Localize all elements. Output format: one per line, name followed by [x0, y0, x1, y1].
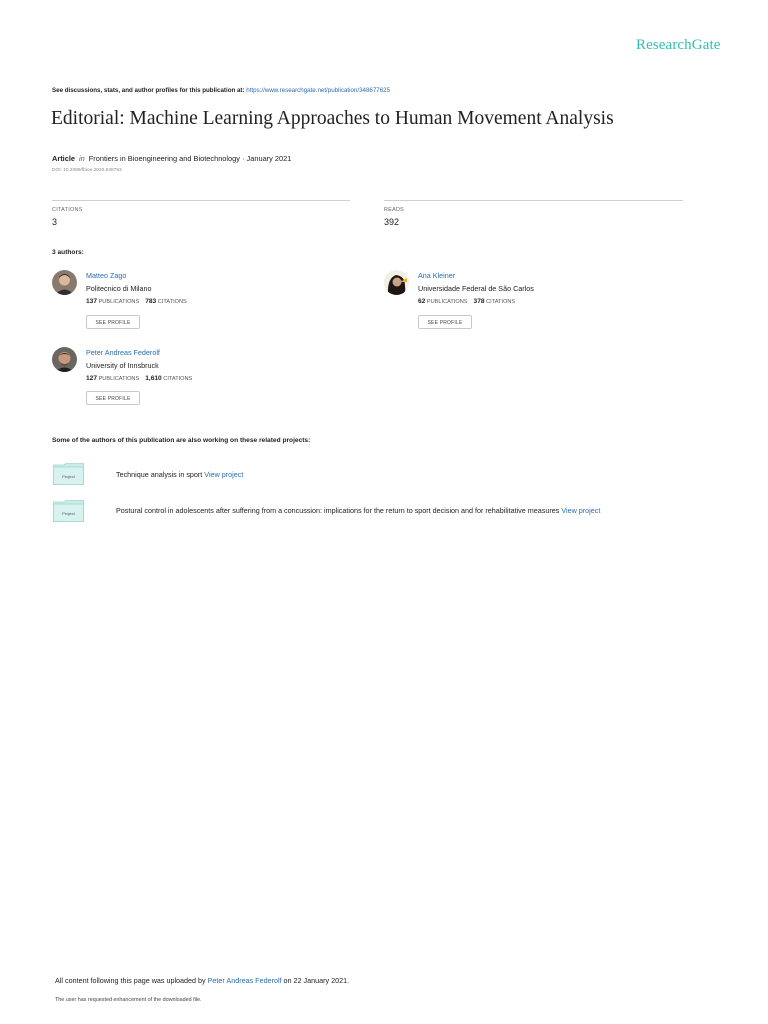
citations-divider — [52, 200, 350, 201]
folder-shape — [53, 463, 84, 485]
author-stats — [418, 298, 515, 305]
citations-label: CITATIONS — [52, 207, 83, 213]
doi: DOI: 10.3389/fbioe.2020.638793 — [52, 168, 122, 173]
author-stats — [86, 375, 192, 382]
author-publications-label: PUBLICATIONS — [98, 299, 140, 305]
publication-meta — [52, 154, 291, 163]
discussions-line — [52, 87, 390, 94]
author-citations-label: CITATIONS — [163, 376, 193, 382]
author-publications-count: 127 — [86, 375, 98, 382]
author-publications-label: PUBLICATIONS — [426, 299, 468, 305]
authors-count: 3 authors: — [52, 249, 84, 256]
author-publications-count: 137 — [86, 298, 98, 305]
folder-shape — [53, 500, 84, 522]
author-publications-count: 62 — [418, 298, 426, 305]
author-photo-icon — [52, 347, 77, 372]
publication-title: Editorial: Machine Learning Approaches to Human Movement Analysis — [51, 108, 614, 129]
author-institution: University of Innsbruck — [86, 361, 159, 370]
author-institution: Universidade Federal de São Carlos — [418, 284, 534, 293]
see-profile-button[interactable]: SEE PROFILE — [86, 391, 140, 405]
project-icon-label: Project — [62, 511, 75, 516]
see-profile-button[interactable]: SEE PROFILE — [86, 315, 140, 329]
author-publications-label: PUBLICATIONS — [98, 376, 140, 382]
author-citations-label: CITATIONS — [157, 299, 187, 305]
researchgate-logo[interactable]: ResearchGate — [636, 37, 721, 53]
author-stats — [86, 298, 187, 305]
discussions-text: See discussions, stats, and author profiles for this publication at: — [52, 87, 247, 94]
author-citations-label: CITATIONS — [486, 299, 516, 305]
reads-label: READS — [384, 207, 405, 213]
project-title: Technique analysis in sport — [116, 470, 205, 479]
project-folder-icon[interactable] — [53, 463, 84, 485]
upload-info — [55, 976, 349, 985]
avatar[interactable] — [52, 270, 77, 295]
upload-prefix: All content following this page was uploaded by — [55, 976, 208, 985]
author-name-link[interactable]: Matteo Zago — [86, 271, 127, 280]
upload-suffix: on 22 January 2021. — [281, 976, 350, 985]
project-icon-label: Project — [62, 474, 75, 479]
avatar[interactable] — [52, 347, 77, 372]
author-citations-count: 783 — [145, 298, 157, 305]
project-item — [116, 506, 600, 515]
author-citations-count: 378 — [473, 298, 485, 305]
reads-value: 392 — [384, 217, 400, 227]
author-institution: Politecnico di Milano — [86, 284, 152, 293]
uploader-link[interactable]: Peter Andreas Federolf — [207, 976, 282, 985]
author-citations-count: 1,610 — [145, 375, 162, 382]
enhancement-note: The user has requested enhancement of the downloaded file. — [55, 997, 202, 1003]
avatar[interactable] — [384, 270, 409, 295]
author-photo-icon — [384, 270, 409, 295]
project-item — [116, 470, 243, 479]
publication-url-link[interactable]: https://www.researchgate.net/publication/348677625 — [246, 87, 391, 94]
journal-info: Frontiers in Bioengineering and Biotechnology · January 2021 — [88, 154, 292, 163]
see-profile-button[interactable]: SEE PROFILE — [418, 315, 472, 329]
project-folder-icon[interactable] — [53, 500, 84, 522]
author-photo-icon — [52, 270, 77, 295]
author-name-link[interactable]: Peter Andreas Federolf — [86, 348, 160, 357]
reads-divider — [384, 200, 683, 201]
citations-value: 3 — [52, 217, 58, 227]
project-title: Postural control in adolescents after suffering from a concussion: implications for the return to sport decision and for rehabilitative measures — [116, 506, 562, 515]
publication-type: Article — [52, 154, 76, 163]
in-word: in — [79, 154, 85, 163]
author-name-link[interactable]: Ana Kleiner — [418, 271, 456, 280]
related-projects-heading: Some of the authors of this publication are also working on these related projects: — [52, 437, 311, 444]
view-project-link[interactable]: View project — [561, 506, 601, 515]
view-project-link[interactable]: View project — [204, 470, 244, 479]
